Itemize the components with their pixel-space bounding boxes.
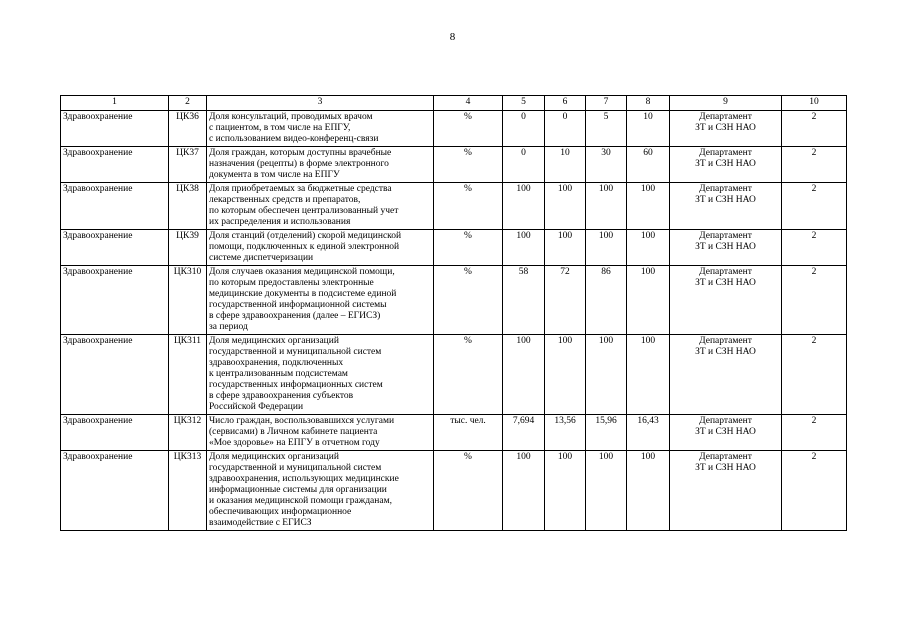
- value-cell-5: 0: [503, 111, 545, 147]
- description-cell-line: Доля консультаций, проводимых врачом: [209, 112, 373, 122]
- indicators-table: [60, 95, 847, 531]
- description-cell-line: государственной и муниципальной систем: [209, 463, 382, 473]
- value-cell-5: 100: [503, 230, 545, 266]
- value-cell-6: 100: [545, 335, 586, 415]
- sector-cell: Здравоохранение: [61, 230, 169, 266]
- header-cell: 10: [782, 96, 847, 111]
- value-cell-7: 100: [586, 335, 627, 415]
- value-cell-5: 100: [503, 183, 545, 230]
- description-cell-line: назначения (рецепты) в форме электронного: [209, 159, 389, 169]
- description-cell-line: обеспечивающих информационное: [209, 507, 352, 517]
- value-cell-6: 72: [545, 266, 586, 335]
- description-cell-line: медицинские документы в подсистеме единой: [209, 289, 397, 299]
- description-cell-line: лекарственных средств и препаратов,: [209, 195, 361, 205]
- value-cell-6: 100: [545, 451, 586, 531]
- responsible-cell: [670, 415, 782, 451]
- table-body: [61, 111, 847, 531]
- sector-cell: Здравоохранение: [61, 415, 169, 451]
- header-cell: 4: [434, 96, 503, 111]
- description-cell: [207, 451, 434, 531]
- description-cell-line: Доля приобретаемых за бюджетные средства: [209, 184, 392, 194]
- description-cell: [207, 111, 434, 147]
- value-cell-8: 100: [627, 335, 670, 415]
- description-cell-line: Доля граждан, которым доступны врачебные: [209, 148, 392, 158]
- description-cell-line: (сервисами) в Личном кабинете пациента: [209, 427, 378, 437]
- header-row: [61, 96, 847, 111]
- value-cell-6: 13,56: [545, 415, 586, 451]
- description-cell-line: Российской Федерации: [209, 402, 304, 412]
- responsible-cell-line: ЗТ и СЗН НАО: [695, 242, 756, 252]
- description-cell: [207, 147, 434, 183]
- unit-cell: %: [434, 230, 503, 266]
- responsible-cell-line: Департамент: [699, 112, 752, 122]
- responsible-cell-line: ЗТ и СЗН НАО: [695, 427, 756, 437]
- header-cell: 3: [207, 96, 434, 111]
- value-cell-6: 10: [545, 147, 586, 183]
- page-number: 8: [449, 31, 456, 43]
- responsible-cell-line: Департамент: [699, 267, 752, 277]
- value-cell-8: 100: [627, 266, 670, 335]
- value-cell-6: 100: [545, 183, 586, 230]
- value-cell-7: 100: [586, 451, 627, 531]
- responsible-cell-line: ЗТ и СЗН НАО: [695, 195, 756, 205]
- value-cell-8: 100: [627, 183, 670, 230]
- description-cell-line: государственной и муниципальной систем: [209, 347, 382, 357]
- responsible-cell: [670, 335, 782, 415]
- responsible-cell-line: ЗТ и СЗН НАО: [695, 347, 756, 357]
- value-cell-7: 30: [586, 147, 627, 183]
- column-10-cell: 2: [782, 335, 847, 415]
- responsible-cell-line: Департамент: [699, 452, 752, 462]
- description-cell-line: документа в том числе на ЕПГУ: [209, 170, 340, 180]
- responsible-cell-line: Департамент: [699, 416, 752, 426]
- responsible-cell: [670, 183, 782, 230]
- column-10-cell: 2: [782, 111, 847, 147]
- value-cell-5: 58: [503, 266, 545, 335]
- description-cell: [207, 266, 434, 335]
- description-cell: [207, 230, 434, 266]
- value-cell-6: 100: [545, 230, 586, 266]
- value-cell-8: 10: [627, 111, 670, 147]
- code-cell: ЦК310: [169, 266, 207, 335]
- responsible-cell: [670, 230, 782, 266]
- unit-cell: %: [434, 266, 503, 335]
- header-cell: 7: [586, 96, 627, 111]
- responsible-cell-line: ЗТ и СЗН НАО: [695, 278, 756, 288]
- description-cell-line: системе диспетчеризации: [209, 253, 314, 263]
- table-row: [61, 111, 847, 147]
- description-cell-line: здравоохранения, подключенных: [209, 358, 344, 368]
- column-10-cell: 2: [782, 451, 847, 531]
- header-cell: 1: [61, 96, 169, 111]
- responsible-cell-line: Департамент: [699, 336, 752, 346]
- value-cell-6: 0: [545, 111, 586, 147]
- description-cell-line: государственной информационной системы: [209, 300, 387, 310]
- description-cell: [207, 183, 434, 230]
- responsible-cell-line: Департамент: [699, 231, 752, 241]
- header-cell: 6: [545, 96, 586, 111]
- responsible-cell-line: ЗТ и СЗН НАО: [695, 159, 756, 169]
- value-cell-8: 100: [627, 451, 670, 531]
- description-cell-line: Доля медицинских организаций: [209, 336, 339, 346]
- table-row: [61, 230, 847, 266]
- unit-cell: %: [434, 335, 503, 415]
- description-cell-line: по которым обеспечен централизованный учет: [209, 206, 399, 216]
- description-cell-line: и оказания медицинской помощи гражданам,: [209, 496, 392, 506]
- description-cell: [207, 335, 434, 415]
- responsible-cell: [670, 147, 782, 183]
- description-cell-line: с пациентом, в том числе на ЕПГУ,: [209, 123, 351, 133]
- description-cell-line: к централизованным подсистемам: [209, 369, 348, 379]
- code-cell: ЦК313: [169, 451, 207, 531]
- column-10-cell: 2: [782, 230, 847, 266]
- table-row: [61, 147, 847, 183]
- value-cell-8: 100: [627, 230, 670, 266]
- unit-cell: %: [434, 147, 503, 183]
- sector-cell: Здравоохранение: [61, 183, 169, 230]
- code-cell: ЦК312: [169, 415, 207, 451]
- responsible-cell: [670, 451, 782, 531]
- column-10-cell: 2: [782, 266, 847, 335]
- code-cell: ЦК39: [169, 230, 207, 266]
- unit-cell: тыс. чел.: [434, 415, 503, 451]
- responsible-cell-line: Департамент: [699, 148, 752, 158]
- code-cell: ЦК36: [169, 111, 207, 147]
- column-10-cell: 2: [782, 147, 847, 183]
- responsible-cell-line: Департамент: [699, 184, 752, 194]
- description-cell-line: «Мое здоровье» на ЕПГУ в отчетном году: [209, 438, 380, 448]
- description-cell-line: взаимодействие с ЕГИСЗ: [209, 518, 312, 528]
- sector-cell: Здравоохранение: [61, 335, 169, 415]
- description-cell-line: Число граждан, воспользовавшихся услугами: [209, 416, 395, 426]
- description-cell-line: государственных информационных систем: [209, 380, 383, 390]
- header-cell: 8: [627, 96, 670, 111]
- table-row: [61, 183, 847, 230]
- description-cell-line: их распределения и использования: [209, 217, 351, 227]
- value-cell-7: 15,96: [586, 415, 627, 451]
- code-cell: ЦК38: [169, 183, 207, 230]
- unit-cell: %: [434, 183, 503, 230]
- code-cell: ЦК311: [169, 335, 207, 415]
- header-cell: 2: [169, 96, 207, 111]
- description-cell-line: Доля станций (отделений) скорой медицинской: [209, 231, 402, 241]
- sector-cell: Здравоохранение: [61, 451, 169, 531]
- description-cell: [207, 415, 434, 451]
- column-10-cell: 2: [782, 183, 847, 230]
- value-cell-5: 100: [503, 335, 545, 415]
- description-cell-line: по которым предоставлены электронные: [209, 278, 374, 288]
- header-cell: 9: [670, 96, 782, 111]
- unit-cell: %: [434, 111, 503, 147]
- description-cell-line: информационные системы для организации: [209, 485, 387, 495]
- description-cell-line: Доля случаев оказания медицинской помощи,: [209, 267, 395, 277]
- value-cell-7: 100: [586, 230, 627, 266]
- value-cell-7: 100: [586, 183, 627, 230]
- table-row: [61, 335, 847, 415]
- description-cell-line: помощи, подключенных к единой электронной: [209, 242, 400, 252]
- responsible-cell: [670, 111, 782, 147]
- header-cell: 5: [503, 96, 545, 111]
- value-cell-5: 0: [503, 147, 545, 183]
- responsible-cell-line: ЗТ и СЗН НАО: [695, 123, 756, 133]
- value-cell-8: 60: [627, 147, 670, 183]
- code-cell: ЦК37: [169, 147, 207, 183]
- description-cell-line: здравоохранения, использующих медицинские: [209, 474, 399, 484]
- sector-cell: Здравоохранение: [61, 266, 169, 335]
- responsible-cell-line: ЗТ и СЗН НАО: [695, 463, 756, 473]
- description-cell-line: в сфере здравоохранения субъектов: [209, 391, 354, 401]
- description-cell-line: в сфере здравоохранения (далее – ЕГИСЗ): [209, 311, 381, 321]
- value-cell-7: 86: [586, 266, 627, 335]
- table-row: [61, 415, 847, 451]
- value-cell-8: 16,43: [627, 415, 670, 451]
- value-cell-7: 5: [586, 111, 627, 147]
- table-row: [61, 451, 847, 531]
- table-row: [61, 266, 847, 335]
- value-cell-5: 100: [503, 451, 545, 531]
- description-cell-line: за период: [209, 322, 248, 332]
- description-cell-line: с использованием видео-конференц-связи: [209, 134, 379, 144]
- description-cell-line: Доля медицинских организаций: [209, 452, 339, 462]
- responsible-cell: [670, 266, 782, 335]
- sector-cell: Здравоохранение: [61, 111, 169, 147]
- sector-cell: Здравоохранение: [61, 147, 169, 183]
- value-cell-5: 7,694: [503, 415, 545, 451]
- unit-cell: %: [434, 451, 503, 531]
- column-10-cell: 2: [782, 415, 847, 451]
